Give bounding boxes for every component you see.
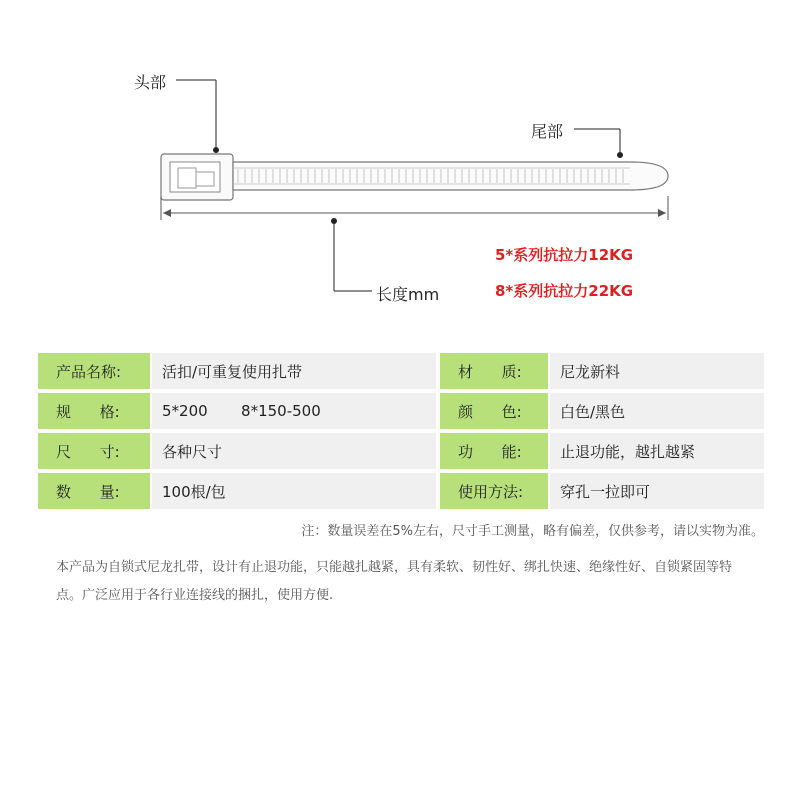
row-key-text: 颜 色:: [458, 402, 522, 421]
row-key-right: [440, 353, 548, 389]
row-value-right: [550, 433, 764, 469]
row-key-text: 规 格:: [56, 402, 120, 421]
length-label: 长度mm: [376, 285, 440, 304]
length-dimension-line: [161, 196, 668, 220]
cable-tie-illustration: [0, 0, 800, 330]
table-row: [38, 433, 764, 469]
row-value-text: 白色/黑色: [560, 402, 626, 421]
tail-label: 尾部: [531, 122, 564, 141]
cable-tie-shape: [161, 154, 668, 200]
row-key-text: 材 质:: [458, 362, 522, 381]
spec-5-series-tensile: 5*系列抗拉力12KG: [495, 246, 634, 264]
row-key-right: [440, 393, 548, 429]
row-value-text: 穿孔一拉即可: [560, 482, 651, 501]
row-value-right: [550, 393, 764, 429]
row-value-text: 尼龙新料: [560, 362, 621, 381]
row-value-right: [550, 473, 764, 509]
row-value-text: 5*200 8*150-500: [162, 402, 321, 420]
row-key-text: 产品名称:: [56, 362, 122, 381]
row-key-text: 尺 寸:: [56, 442, 120, 461]
row-key-left: [38, 473, 150, 509]
head-leader-line: [176, 80, 219, 153]
row-value-text: 活扣/可重复使用扎带: [162, 362, 303, 381]
row-value-text: 各种尺寸: [162, 442, 223, 461]
measurement-note: 注：数量误差在5%左右，尺寸手工测量，略有偏差，仅供参考，请以实物为准。: [301, 524, 764, 539]
row-key-left: [38, 353, 150, 389]
row-value-right: [550, 353, 764, 389]
row-value-left: [152, 353, 436, 389]
product-description: 本产品为自锁式尼龙扎带，设计有止退功能，只能越扎越紧，具有柔软、韧性好、绑扎快速、绝缘性好、自锁紧固等特点。广泛应用于各行业连接线的捆扎，使用方便.: [56, 560, 733, 603]
row-value-text: 止退功能，越扎越紧: [560, 442, 696, 461]
tail-leader-line: [574, 129, 623, 158]
row-value-left: [152, 473, 436, 509]
row-key-text: 功 能:: [458, 442, 522, 461]
table-row: [38, 393, 764, 429]
spec-8-series-tensile: 8*系列抗拉力22KG: [495, 282, 634, 300]
row-key-text: 数 量:: [56, 482, 120, 501]
row-key-text: 使用方法:: [458, 482, 524, 501]
row-key-right: [440, 473, 548, 509]
row-key-right: [440, 433, 548, 469]
table-row: [38, 473, 764, 509]
row-key-left: [38, 393, 150, 429]
length-leader-line: [331, 218, 372, 291]
row-value-text: 100根/包: [162, 482, 226, 501]
row-value-left: [152, 433, 436, 469]
head-label: 头部: [134, 73, 167, 92]
row-key-left: [38, 433, 150, 469]
table-row: [38, 353, 764, 389]
row-value-left: [152, 393, 436, 429]
cable-tie-diagram: [0, 0, 800, 330]
